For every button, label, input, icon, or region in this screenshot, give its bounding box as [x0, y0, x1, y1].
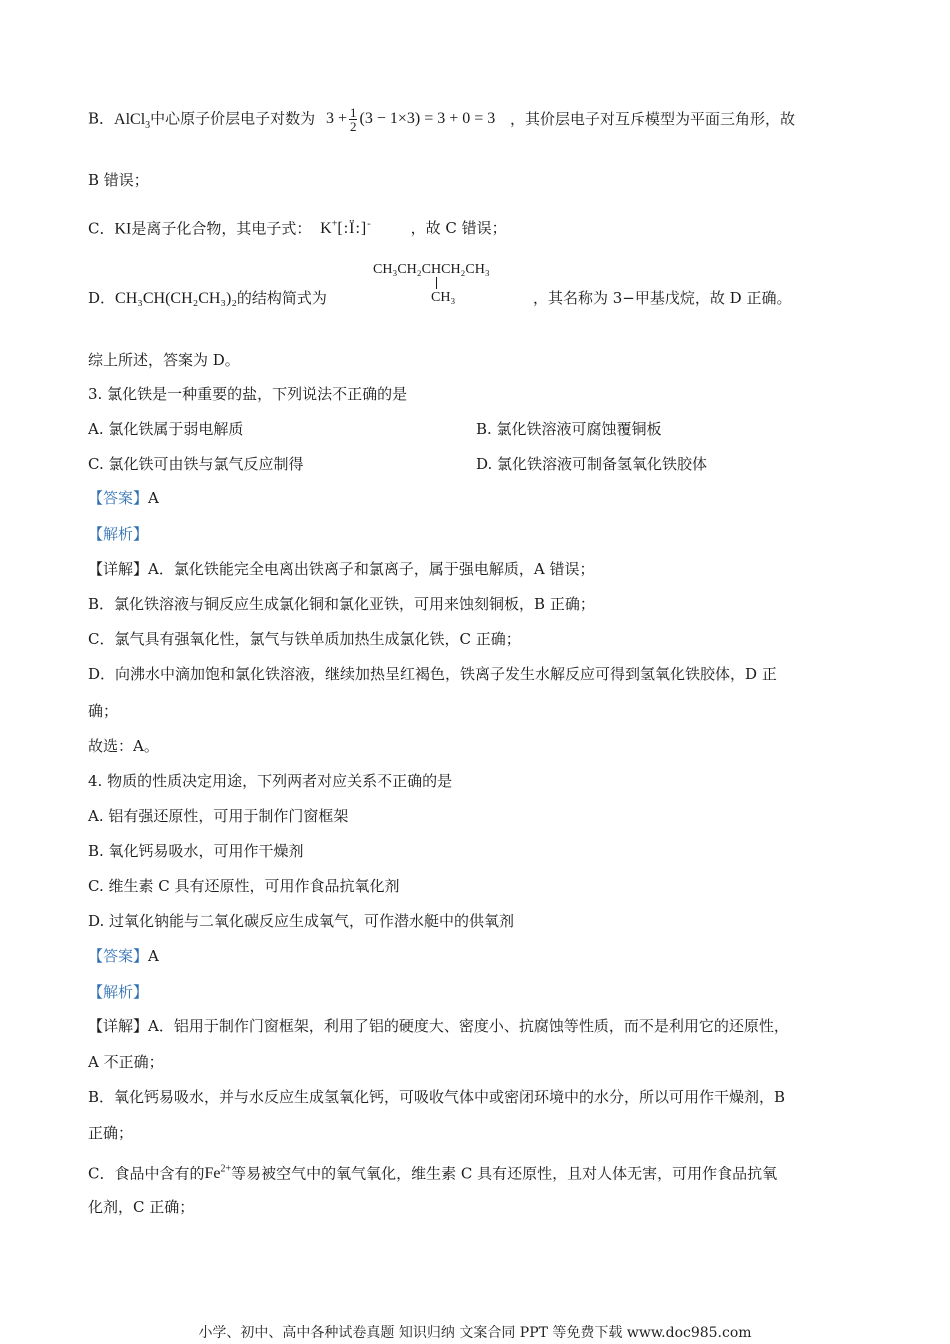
- q3-option-a: A. 氯化铁属于弱电解质: [88, 420, 244, 438]
- ion-fe2: $Fe^{2+}$: [204, 1164, 232, 1183]
- structural-formula: [373, 261, 490, 305]
- q4-detail-a: 【详解】A．铝用于制作门窗框架，利用了铝的硬度大、密度小、抗腐蚀等性质，而不是利用它的还原性，: [88, 1017, 789, 1035]
- q3-detail-d-2: 确；: [88, 702, 119, 720]
- q4-detail-c: C．食品中含有的$Fe^{2+}$等易被空气中的氧气氧化，维生素 C 具有还原性，且对人体无害，可用作食品抗氧: [88, 1164, 778, 1183]
- q3-analysis-tag: 【解析】: [88, 525, 149, 543]
- q4-option-d: D. 过氧化钠能与二氧化碳反应生成氧气，可作潜水艇中的供氧剂: [88, 912, 515, 930]
- q4-answer: 【答案】A: [88, 947, 159, 965]
- q3-option-b: B. 氯化铁溶液可腐蚀覆铜板: [476, 420, 662, 438]
- answer-d-line-tail: ，其名称为 3−甲基戊烷，故 D 正确。: [533, 289, 792, 307]
- summary: 综上所述，答案为 D。: [88, 351, 240, 369]
- q4-detail-b: B．氧化钙易吸水，并与水反应生成氢氧化钙，可吸收气体中或密闭环境中的水分，所以可用作干燥剂，B: [88, 1088, 786, 1106]
- q3-answer: 【答案】A: [88, 489, 159, 507]
- q3-stem: 3. 氯化铁是一种重要的盐，下列说法不正确的是: [88, 385, 408, 403]
- struct-bond: [436, 277, 437, 289]
- q3-detail-d: D．向沸水中滴加饱和氯化铁溶液，继续加热呈红褐色，铁离子发生水解反应可得到氢氧化铁胶体，D 正: [88, 665, 777, 683]
- q3-detail-a: 【详解】A．氯化铁能完全电离出铁离子和氯离子，属于强电解质，A 错误；: [88, 560, 595, 578]
- q3-detail-c: C．氯气具有强氧化性，氯气与铁单质加热生成氯化铁，C 正确；: [88, 630, 521, 648]
- formula-alcl3: AlCl$_3$: [114, 110, 151, 131]
- answer-b-line-2: B 错误；: [88, 171, 149, 189]
- q3-detail-b: B．氯化铁溶液与铜反应生成氯化铜和氯化亚铁，可用来蚀刻铜板，B 正确；: [88, 595, 595, 613]
- q4-stem: 4. 物质的性质决定用途，下列两者对应关系不正确的是: [88, 772, 453, 790]
- q4-option-c: C. 维生素 C 具有还原性，可用作食品抗氧化剂: [88, 877, 400, 895]
- formula-ki: KI: [114, 220, 132, 238]
- math-expression: 3 + $\frac{1}{2}$ (3 − 1×3) = 3 + 0 = 3: [325, 105, 496, 134]
- q4-detail-a-2: A 不正确；: [88, 1053, 164, 1071]
- page-footer: 小学、初中、高中各种试卷真题 知识归纳 文案合同 PPT 等免费下载 www.doc985.com: [198, 1325, 752, 1341]
- answer-d-line: D．CH₃CH(CH₂CH₃)₂的结构简式为: [88, 289, 327, 307]
- struct-branch: CH₃: [431, 290, 456, 305]
- answer-c-line: C．KI是离子化合物，其电子式： K+[:Ï:]- ，故 C 错误；: [88, 219, 507, 238]
- q3-option-d: D. 氯化铁溶液可制备氢氧化铁胶体: [476, 455, 708, 473]
- struct-main-chain: CH₃CH₂CHCH₂CH₃: [373, 262, 490, 277]
- q4-detail-c-2: 化剂，C 正确；: [88, 1198, 195, 1216]
- answer-b-line: B．AlCl$_3$中心原子价层电子对数为 3 + $\frac{1}{2}$ (3 − 1×3) = 3 + 0 = 3 ，其价层电子对互斥模型为平面三角形，故: [88, 105, 796, 134]
- q4-detail-b-2: 正确；: [88, 1124, 134, 1142]
- q3-conclusion: 故选：A。: [88, 737, 159, 755]
- q4-option-b: B. 氧化钙易吸水，可用作干燥剂: [88, 842, 304, 860]
- electron-formula-ki: K+[:Ï:]-: [320, 219, 371, 238]
- q3-option-c: C. 氯化铁可由铁与氯气反应制得: [88, 455, 304, 473]
- formula-3-methylpentane: CH₃CH(CH₂CH₃)₂: [115, 290, 237, 307]
- q4-analysis-tag: 【解析】: [88, 983, 149, 1001]
- q4-option-a: A. 铝有强还原性，可用于制作门窗框架: [88, 807, 349, 825]
